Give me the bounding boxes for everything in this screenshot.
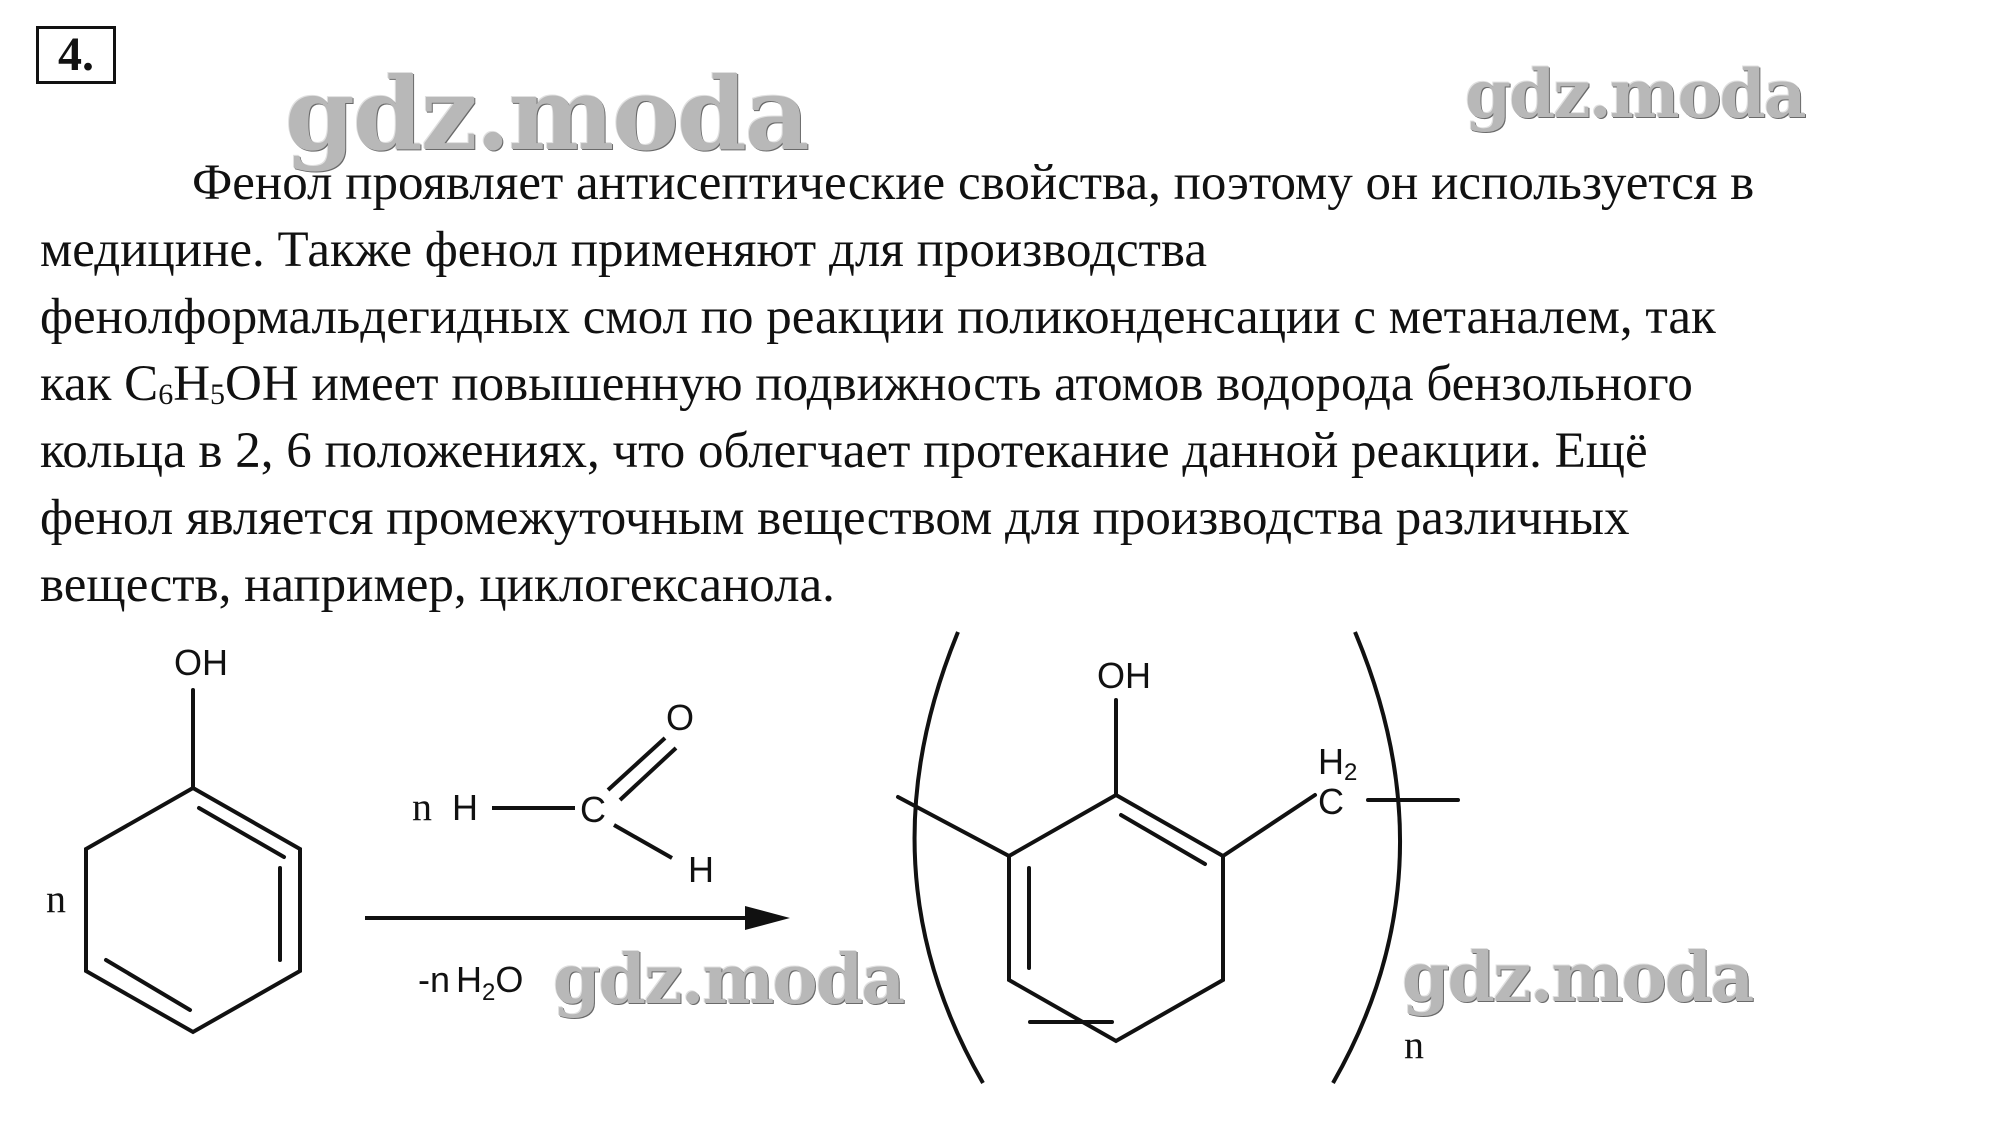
right-bracket <box>1333 632 1400 1083</box>
product-ch2-h: H2 <box>1318 741 1358 786</box>
formula-subscript: 5 <box>210 378 226 411</box>
formula-part: H <box>173 356 211 412</box>
paragraph-line: веществ, например, циклогексанола. <box>40 557 835 613</box>
product-ch2-carbon: C <box>1318 781 1344 822</box>
aldehyde-h-left: H <box>452 787 478 828</box>
paragraph-line: Фенол проявляет антисептические свойства, поэтому он используется в <box>192 155 1755 211</box>
formula-part: OH имеет повышенную подвижность атомов водорода бензольного <box>225 356 1693 412</box>
formula-part: как C <box>40 356 159 412</box>
phenol-coefficient: n <box>46 876 66 921</box>
aldehyde-h-bottom: H <box>688 849 714 890</box>
watermark-logo: gdz.moda <box>1402 938 1753 1018</box>
product-oh-label: OH <box>1097 655 1151 696</box>
watermark-logo: gdz.moda <box>1465 55 1805 133</box>
task-number: 4. <box>36 26 116 84</box>
water-coefficient: -n $H_2O$ <box>418 959 524 1006</box>
aldehyde-coefficient: n <box>412 784 432 829</box>
paragraph-line: фенол является промежуточным веществом для производства различных <box>40 490 1630 546</box>
polymer-index: n <box>1404 1022 1424 1067</box>
paragraph-line: медицине. Также фенол применяют для производства <box>40 222 1207 278</box>
phenol-ring <box>86 690 300 1032</box>
phenol-oh-label: OH <box>174 642 228 683</box>
watermark-logo: gdz.moda <box>553 940 904 1020</box>
paragraph-line: фенолформальдегидных смол по реакции поликонденсации с метаналем, так <box>40 289 1716 345</box>
paragraph-line: кольца в 2, 6 положениях, что облегчает протекание данной реакции. Ещё <box>40 423 1648 479</box>
formula-subscript: 6 <box>158 378 174 411</box>
aldehyde-carbon: C <box>580 789 606 830</box>
watermark-logo: gdz.moda <box>285 55 808 173</box>
left-bracket <box>915 632 983 1083</box>
aldehyde-oxygen: O <box>666 697 695 738</box>
reaction-arrow <box>365 906 790 930</box>
